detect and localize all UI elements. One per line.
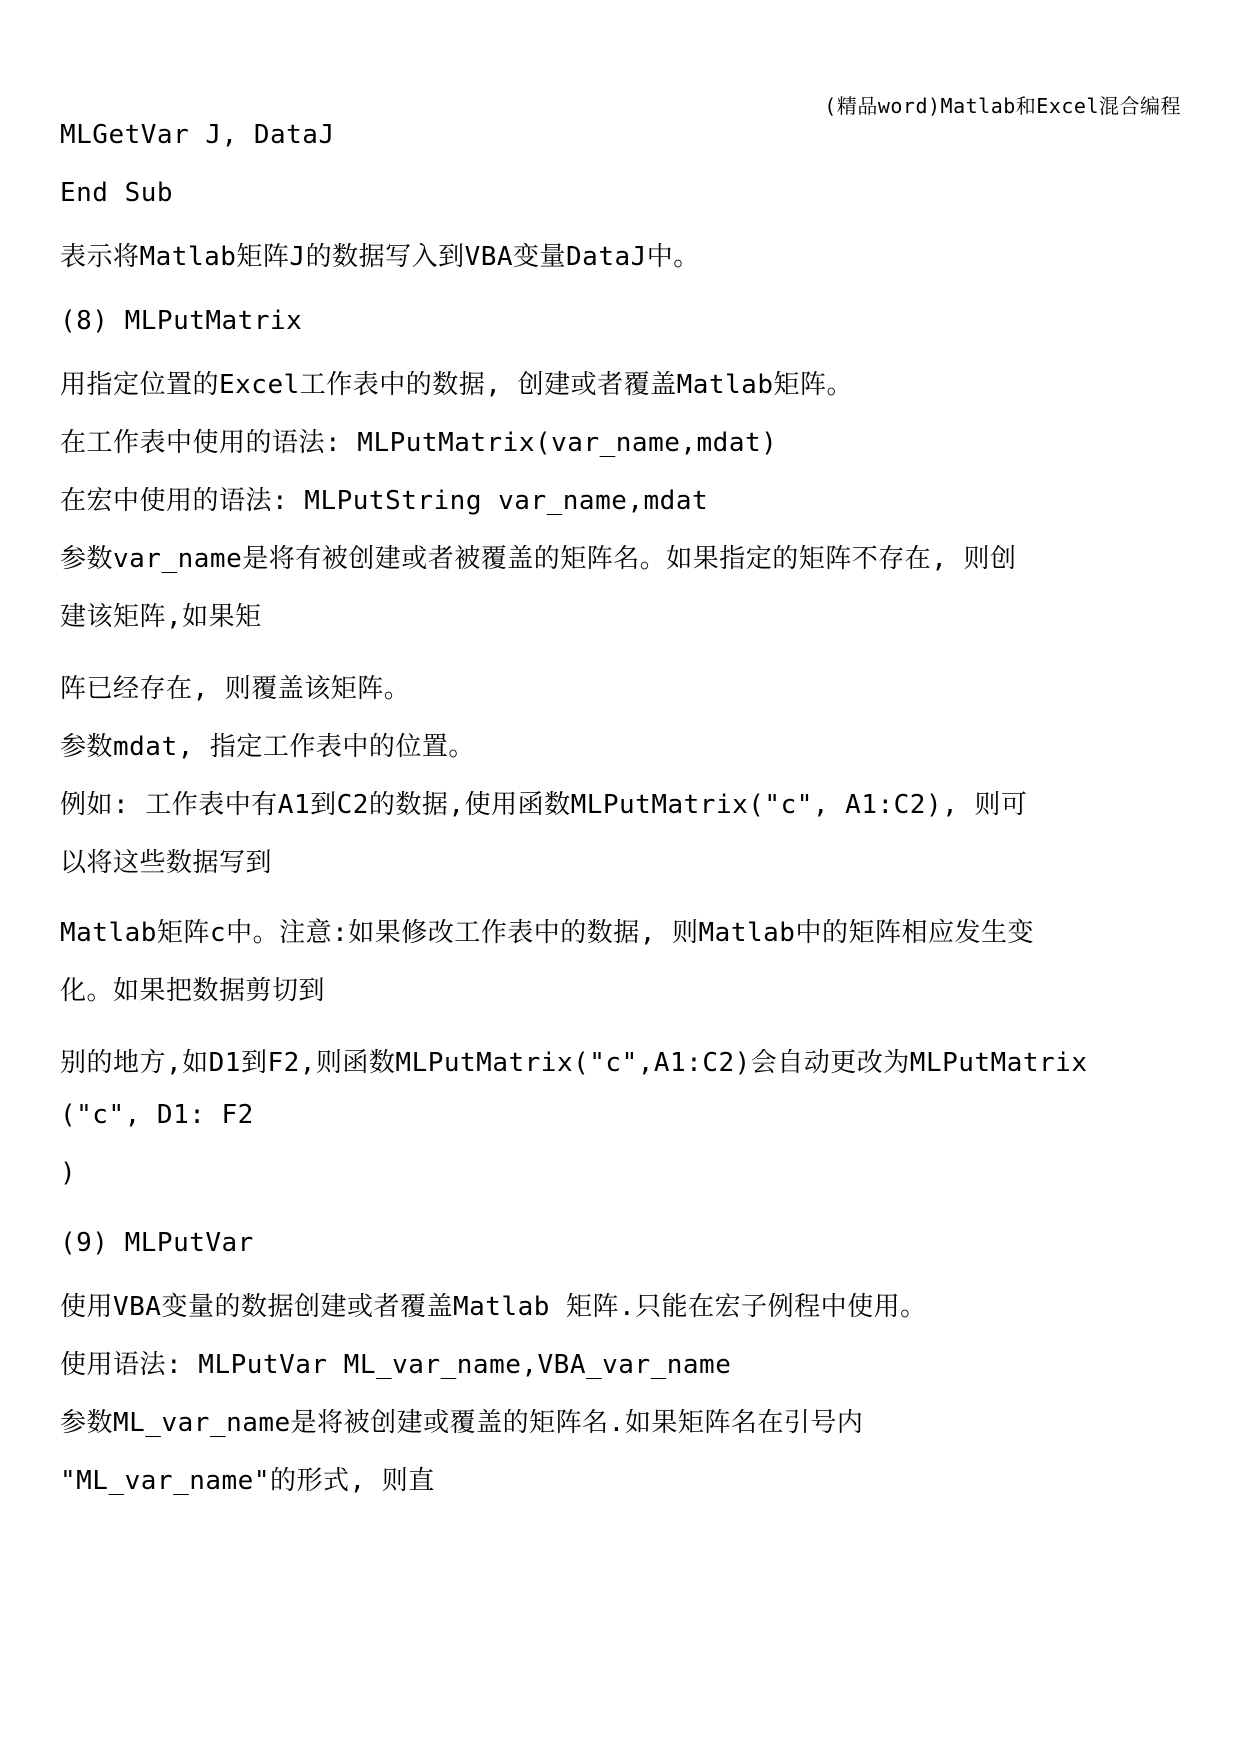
text-line: 别的地方,如D1到F2,则函数MLPutMatrix("c",A1:C2)会自动更改为MLPutMatrix — [60, 1048, 1088, 1078]
text-line: 表示将Matlab矩阵J的数据写入到VBA变量DataJ中。 — [60, 242, 700, 272]
text-line: 使用语法: MLPutVar ML_var_name,VBA_var_name — [60, 1350, 732, 1380]
text-line: 用指定位置的Excel工作表中的数据, 创建或者覆盖Matlab矩阵。 — [60, 370, 853, 400]
text-line: 阵已经存在, 则覆盖该矩阵。 — [60, 674, 411, 704]
text-line: "ML_var_name"的形式, 则直 — [60, 1466, 435, 1496]
text-line: 参数var_name是将有被创建或者被覆盖的矩阵名。如果指定的矩阵不存在, 则创 — [60, 544, 1017, 574]
text-line: 参数ML_var_name是将被创建或覆盖的矩阵名.如果矩阵名在引号内 — [60, 1408, 864, 1438]
text-line: 在宏中使用的语法: MLPutString var_name,mdat — [60, 486, 709, 516]
text-line: MLGetVar J, DataJ — [60, 120, 335, 150]
text-line: 在工作表中使用的语法: MLPutMatrix(var_name,mdat) — [60, 428, 778, 458]
text-line: 使用VBA变量的数据创建或者覆盖Matlab 矩阵.只能在宏子例程中使用。 — [60, 1292, 927, 1322]
text-line: 建该矩阵,如果矩 — [60, 602, 262, 632]
text-line: 例如: 工作表中有A1到C2的数据,使用函数MLPutMatrix("c", A1:C2), 则可 — [60, 790, 1028, 820]
text-line: 参数mdat, 指定工作表中的位置。 — [60, 732, 475, 762]
text-line: ) — [60, 1158, 77, 1188]
text-line: 化。如果把数据剪切到 — [60, 976, 326, 1006]
text-line: 以将这些数据写到 — [60, 848, 273, 878]
text-line: Matlab矩阵c中。注意:如果修改工作表中的数据, 则Matlab中的矩阵相应发生变 — [60, 918, 1034, 948]
page-header: (精品word)Matlab和Excel混合编程 — [824, 94, 1181, 118]
section-heading: (9) MLPutVar — [60, 1228, 254, 1258]
section-heading: (8) MLPutMatrix — [60, 306, 303, 336]
text-line: ("c", D1: F2 — [60, 1100, 254, 1130]
text-line: End Sub — [60, 178, 174, 208]
